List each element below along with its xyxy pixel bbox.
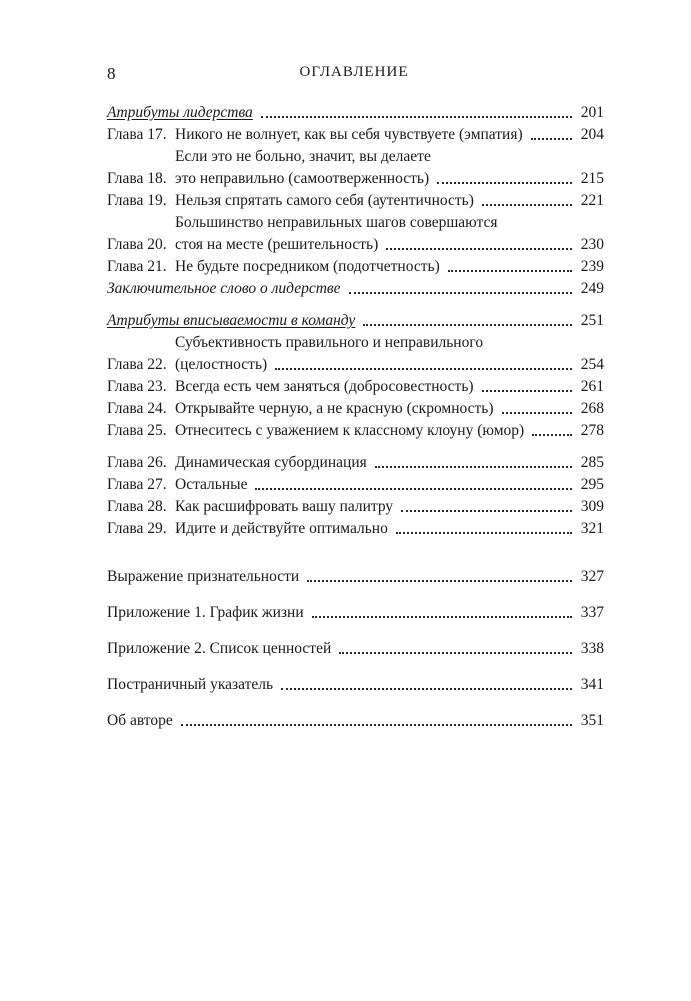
toc-entry-title: Динамическая субординация	[175, 454, 367, 471]
toc-part-leadership	[107, 102, 604, 124]
chapter-label: Глава 19.	[107, 192, 167, 209]
toc-leadership-final	[107, 278, 604, 300]
spacer	[107, 442, 604, 452]
chapter-label: Глава 23.	[107, 378, 167, 395]
chapter-label: Глава 21.	[107, 258, 167, 275]
toc-chapter-21	[107, 256, 604, 278]
toc-entry-title: Нельзя спрятать самого себя (аутентичность)	[175, 192, 474, 209]
toc-entry-title: Об авторе	[107, 712, 173, 729]
chapter-label: Глава 20.	[107, 236, 167, 253]
toc-page-number: 204	[580, 126, 604, 143]
toc-entry-title: Как расшифровать вашу палитру	[175, 498, 394, 515]
spacer	[107, 624, 604, 638]
toc-chapter-20	[107, 212, 604, 256]
toc-entry-title: Открывайте черную, а не красную (скромность)	[175, 400, 494, 417]
chapter-label: Глава 25.	[107, 422, 167, 439]
chapter-label: Глава 27.	[107, 476, 167, 493]
toc-page-number: 251	[580, 312, 604, 329]
toc-page-number: 309	[580, 498, 604, 515]
toc-chapter-18	[107, 146, 604, 190]
toc-entry-title: Заключительное слово о лидерстве	[107, 280, 341, 297]
toc-appendix-1	[107, 602, 604, 624]
dot-leader	[482, 204, 572, 206]
toc-page-number: 261	[580, 378, 604, 395]
chapter-label: Глава 29.	[107, 520, 167, 537]
dot-leader	[281, 688, 572, 690]
toc-page-number: 327	[580, 568, 604, 585]
toc-chapter-24	[107, 398, 604, 420]
toc-page-number: 230	[580, 236, 604, 253]
toc-entry-title: Отнеситесь с уважением к классному клоуну (юмор)	[175, 422, 525, 439]
toc-entry-title: Атрибуты лидерства	[107, 104, 253, 121]
toc-page-number: 337	[580, 604, 604, 621]
chapter-label: Глава 17.	[107, 126, 167, 143]
toc-page-number: 321	[580, 520, 604, 537]
dot-leader	[261, 116, 572, 118]
toc-chapter-27	[107, 474, 604, 496]
table-of-contents	[107, 102, 604, 732]
toc-entry-title-line1: Если это не больно, значит, вы делаете	[175, 148, 431, 165]
toc-entry-title: Остальные	[175, 476, 248, 493]
dot-leader	[401, 510, 572, 512]
toc-part-team	[107, 310, 604, 332]
toc-page-number: 201	[580, 104, 604, 121]
toc-chapter-25	[107, 420, 604, 442]
dot-leader	[448, 270, 572, 272]
running-title: ОГЛАВЛЕНИЕ	[299, 64, 409, 80]
toc-page-number: 254	[580, 356, 604, 373]
page-header	[107, 64, 601, 88]
dot-leader	[375, 466, 572, 468]
dot-leader	[349, 292, 572, 294]
dot-leader	[531, 138, 572, 140]
chapter-label: Глава 26.	[107, 454, 167, 471]
toc-author	[107, 710, 604, 732]
toc-chapter-22	[107, 332, 604, 376]
toc-page-number: 239	[580, 258, 604, 275]
toc-entry-title: Постраничный указатель	[107, 676, 274, 693]
toc-page-number: 341	[580, 676, 604, 693]
toc-page-number: 215	[580, 170, 604, 187]
toc-appendix-2	[107, 638, 604, 660]
toc-entry-title: Всегда есть чем заняться (добросовестность)	[175, 378, 474, 395]
toc-entry-title-line1: Большинство неправильных шагов совершаются	[175, 214, 498, 231]
toc-chapter-23	[107, 376, 604, 398]
dot-leader	[307, 580, 572, 582]
spacer	[107, 588, 604, 602]
toc-entry-title-line2: это неправильно (самоотверженность)	[175, 170, 430, 187]
chapter-label: Глава 24.	[107, 400, 167, 417]
dot-leader	[437, 182, 572, 184]
toc-page-number: 249	[580, 280, 604, 297]
toc-entry-title: Выражение признательности	[107, 568, 300, 585]
toc-page-number: 285	[580, 454, 604, 471]
toc-gratitude	[107, 566, 604, 588]
toc-entry-title-line1: Субъективность правильного и неправильного	[175, 334, 484, 351]
toc-entry-title: Никого не волнует, как вы себя чувствуете (эмпатия)	[175, 126, 523, 143]
toc-page-number: 338	[580, 640, 604, 657]
toc-chapter-26	[107, 452, 604, 474]
toc-entry-title-line2: стоя на месте (решительность)	[175, 236, 379, 253]
toc-page-number: 278	[580, 422, 604, 439]
toc-entry-title: Приложение 2. Список ценностей	[107, 640, 332, 657]
spacer	[107, 660, 604, 674]
dot-leader	[396, 532, 572, 534]
toc-entry-title: Приложение 1. График жизни	[107, 604, 304, 621]
page-number: 8	[107, 64, 116, 83]
toc-index	[107, 674, 604, 696]
dot-leader	[312, 616, 572, 618]
dot-leader	[482, 390, 572, 392]
dot-leader	[363, 324, 572, 326]
dot-leader	[275, 368, 572, 370]
toc-page-number: 351	[580, 712, 604, 729]
dot-leader	[181, 724, 572, 726]
chapter-label: Глава 22.	[107, 356, 167, 373]
dot-leader	[386, 248, 572, 250]
toc-page-number: 295	[580, 476, 604, 493]
spacer	[107, 696, 604, 710]
toc-entry-title: Идите и действуйте оптимально	[175, 520, 388, 537]
dot-leader	[255, 488, 572, 490]
toc-entry-title-line2: (целостность)	[175, 356, 268, 373]
dot-leader	[339, 652, 572, 654]
toc-entry-title: Атрибуты вписываемости в команду	[107, 312, 356, 329]
toc-chapter-29	[107, 518, 604, 540]
spacer	[107, 540, 604, 566]
toc-page-number: 268	[580, 400, 604, 417]
toc-chapter-19	[107, 190, 604, 212]
chapter-label: Глава 28.	[107, 498, 167, 515]
spacer	[107, 300, 604, 310]
toc-page-number: 221	[580, 192, 604, 209]
dot-leader	[532, 434, 572, 436]
toc-chapter-17	[107, 124, 604, 146]
toc-entry-title: Не будьте посредником (подотчетность)	[175, 258, 440, 275]
chapter-label: Глава 18.	[107, 170, 167, 187]
toc-chapter-28	[107, 496, 604, 518]
dot-leader	[502, 412, 572, 414]
